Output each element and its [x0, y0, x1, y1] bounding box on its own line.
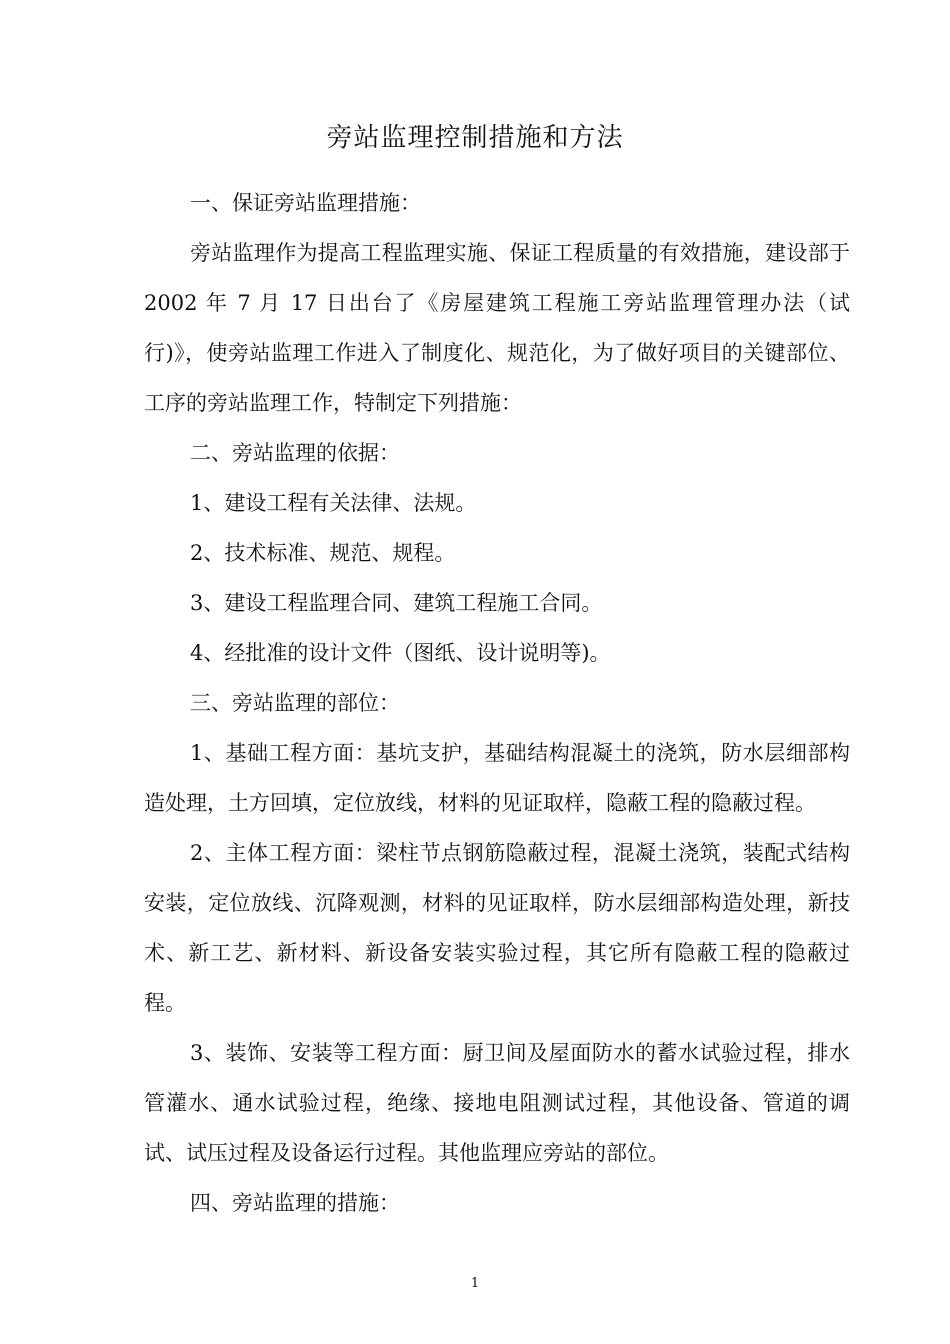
- list-item: 3、建设工程监理合同、建筑工程施工合同。: [190, 591, 603, 615]
- section-heading-4: 四、旁站监理的措施：: [190, 1191, 400, 1215]
- section-heading-3: 三、旁站监理的部位：: [190, 691, 400, 715]
- list-item: 2、主体工程方面：梁柱节点钢筋隐蔽过程，混凝土浇筑，装配式结构安装，定位放线、沉降观测，材料的见证取样，防水层细部构造处理，新技术、新工艺、新材料、新设备安装实验过程，其它所有隐蔽工程的隐蔽过程。: [144, 841, 850, 1015]
- section-heading-2: 二、旁站监理的依据：: [190, 441, 400, 465]
- list-item: 4、经批准的设计文件（图纸、设计说明等)。: [190, 641, 611, 665]
- list-item: 3、装饰、安装等工程方面：厨卫间及屋面防水的蓄水试验过程，排水管灌水、通水试验过程，绝缘、接地电阻测试过程，其他设备、管道的调试、试压过程及设备运行过程。其他监理应旁站的部位。: [144, 1041, 850, 1165]
- list-item: 1、基础工程方面：基坑支护，基础结构混凝土的浇筑，防水层细部构造处理，土方回填，定位放线，材料的见证取样，隐蔽工程的隐蔽过程。: [144, 741, 850, 815]
- list-item: 1、建设工程有关法律、法规。: [190, 491, 477, 515]
- document-title: 旁站监理控制措施和方法: [326, 123, 624, 153]
- list-item: 2、技术标准、规范、规程。: [190, 541, 456, 565]
- document-body: [144, 178, 850, 1228]
- section-heading-1: 一、保证旁站监理措施：: [190, 191, 421, 215]
- page-number: 1: [470, 1276, 480, 1291]
- paragraph-intro: 旁站监理作为提高工程监理实施、保证工程质量的有效措施，建设部于 2002 年 7 月 17 日出台了《房屋建筑工程施工旁站监理管理办法（试行)》，使旁站监理工作进入了制度化、规范化，为了做好项目的关键部位、工序的旁站监理工作，特制定下列措施：: [144, 241, 850, 415]
